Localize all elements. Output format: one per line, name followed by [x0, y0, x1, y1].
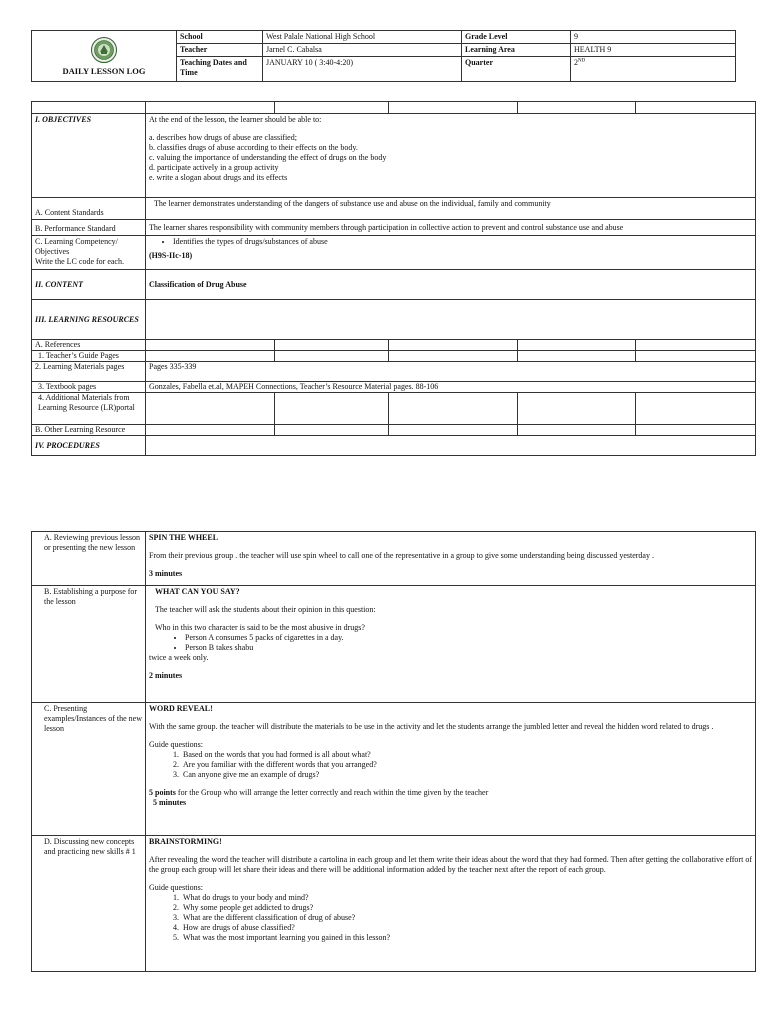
lesson-plan-table: [31, 101, 756, 456]
section-b-text2: Who in this two character is said to be the most abusive in drugs?: [155, 623, 365, 632]
logo-cell: [32, 31, 177, 82]
blank-cell: [146, 425, 275, 436]
content-label: II. CONTENT: [32, 270, 146, 300]
section-c-guide: Guide questions:: [149, 740, 203, 749]
section-b-bullet: • Person B takes shabu: [185, 643, 752, 653]
content-text: Classification of Drug Abuse: [146, 270, 756, 300]
blank-cell: [275, 340, 389, 351]
objective-item: d. participate actively in a group activity: [149, 163, 279, 172]
section-c-title: WORD REVEAL!: [149, 704, 213, 713]
grade-label: Grade Level: [462, 31, 571, 44]
dates-value: JANUARY 10 ( 3:40-4:20): [263, 57, 462, 82]
grade-value: 9: [571, 31, 736, 44]
section-a-text: From their previous group . the teacher will use spin wheel to call one of the representative in a group to give some understanding being discussed yesterday .: [149, 551, 654, 560]
blank-cell: [275, 351, 389, 362]
section-b-content: [146, 586, 756, 703]
blank-cell: [518, 102, 636, 114]
section-b-title: WHAT CAN YOU SAY?: [155, 587, 240, 596]
deped-seal-icon: [91, 37, 117, 63]
section-a-content: [146, 532, 756, 586]
blank-cell: [32, 102, 146, 114]
section-a-label: A. Reviewing previous lesson or presenting the new lesson: [32, 532, 146, 586]
section-b-text1: The teacher will ask the students about their opinion in this question:: [155, 605, 376, 614]
content-standards-text: The learner demonstrates understanding of the dangers of substance use and abuse on the individual, family and community: [146, 198, 756, 220]
section-d-label: D. Discussing new concepts and practicing new skills # 1: [32, 836, 146, 972]
objective-item: a. describes how drugs of abuse are classified;: [149, 133, 297, 142]
quarter-number: 2: [574, 58, 578, 67]
section-d-question: 4. How are drugs of abuse classified?: [181, 923, 752, 933]
blank-cell: [636, 425, 756, 436]
section-c-question: 3. Can anyone give me an example of drugs?: [181, 770, 752, 780]
objective-item: c. valuing the importance of understanding the effect of drugs on the body: [149, 153, 387, 162]
section-d-question: 1. What do drugs to your body and mind?: [181, 893, 752, 903]
resources-label: III. LEARNING RESOURCES: [32, 300, 146, 340]
objectives-label: I. OBJECTIVES: [32, 114, 146, 198]
section-b-label: B. Establishing a purpose for the lesson: [32, 586, 146, 703]
section-d-question: 3. What are the different classification of drug of abuse?: [181, 913, 752, 923]
objectives-intro: At the end of the lesson, the learner should be able to:: [149, 115, 322, 124]
dates-label: Teaching Dates and Time: [177, 57, 263, 82]
competency-label: [32, 236, 146, 270]
section-c-label: C. Presenting examples/Instances of the new lesson: [32, 703, 146, 836]
competency-label-note: Write the LC code for each.: [35, 257, 124, 266]
section-d-title: BRAINSTORMING!: [149, 837, 222, 846]
competency-code: (H9S-IIc-18): [149, 251, 193, 260]
section-c-points-bold: 5 points: [149, 788, 176, 797]
performance-standard-label: B. Performance Standard: [32, 220, 146, 236]
section-d-text: After revealing the word the teacher will distribute a cartolina in each group and let them write their ideas about the word that they had formed. Then after getting the collaborative effort of the group each group will let share their ideas and there will be additional information added by the teacher next after the report of each group.: [149, 855, 752, 874]
section-c-points: [149, 788, 752, 798]
section-c-question: 1. Based on the words that you had formed is all about what?: [181, 750, 752, 760]
section-c-question: 2. Are you familiar with the different words that you arranged?: [181, 760, 752, 770]
section-c-text: With the same group. the teacher will distribute the materials to be use in the activity and let the students arrange the jumbled letter and reveal the hidden word related to drugs .: [149, 722, 714, 731]
blank-cell: [636, 393, 756, 425]
section-c-content: [146, 703, 756, 836]
blank-cell: [275, 393, 389, 425]
blank-cell: [636, 102, 756, 114]
section-c-time: 5 minutes: [153, 798, 187, 807]
blank-cell: [146, 102, 275, 114]
objectives-content: [146, 114, 756, 198]
resources-blank: [146, 300, 756, 340]
section-d-content: [146, 836, 756, 972]
section-d-question: 2. Why some people get addicted to drugs?: [181, 903, 752, 913]
doc-title: DAILY LESSON LOG: [62, 66, 146, 76]
procedures-label: IV. PROCEDURES: [32, 436, 146, 456]
blank-cell: [389, 425, 518, 436]
lm-label: 2. Learning Materials pages: [32, 362, 146, 382]
header-table: [31, 30, 736, 82]
references-label: A. References: [32, 340, 146, 351]
content-standards-label: A. Content Standards: [32, 198, 146, 220]
competency-content: [146, 236, 756, 270]
quarter-suffix: ND: [578, 58, 586, 64]
additional-materials-label: 4. Additional Materials from Learning Resource (LR)portal: [32, 393, 146, 425]
blank-cell: [518, 393, 636, 425]
objective-item: e. write a slogan about drugs and its effects: [149, 173, 288, 182]
blank-cell: [275, 425, 389, 436]
section-b-tail: twice a week only.: [149, 653, 209, 662]
competency-label-title: C. Learning Competency/ Objectives: [35, 237, 118, 256]
section-b-time: 2 minutes: [149, 671, 183, 680]
blank-cell: [146, 340, 275, 351]
section-b-bullet: • Person A consumes 5 packs of cigarettes in a day.: [185, 633, 752, 643]
tg-label: 1. Teacher’s Guide Pages: [32, 351, 146, 362]
section-c-points-rest: for the Group who will arrange the letter correctly and reach within the time given by the teacher: [175, 788, 489, 797]
tb-label: 3. Textbook pages: [32, 382, 146, 393]
section-d-guide: Guide questions:: [149, 883, 203, 892]
blank-cell: [518, 351, 636, 362]
blank-cell: [389, 351, 518, 362]
area-value: HEALTH 9: [571, 44, 736, 57]
competency-bullet: • Identifies the types of drugs/substances of abuse: [173, 237, 752, 247]
objective-item: b. classifies drugs of abuse according to their effects on the body.: [149, 143, 358, 152]
other-resource-label: B. Other Learning Resource: [32, 425, 146, 436]
procedures-table: [31, 531, 756, 972]
section-a-time: 3 minutes: [149, 569, 183, 578]
blank-cell: [636, 340, 756, 351]
blank-cell: [518, 340, 636, 351]
blank-cell: [146, 351, 275, 362]
teacher-value: Jarnel C. Cabalsa: [263, 44, 462, 57]
performance-standard-text: The learner shares responsibility with community members through participation in collective action to prevent and control substance use and abuse: [146, 220, 756, 236]
blank-cell: [636, 351, 756, 362]
blank-cell: [518, 425, 636, 436]
school-label: School: [177, 31, 263, 44]
quarter-value: [571, 57, 736, 82]
blank-cell: [275, 102, 389, 114]
teacher-label: Teacher: [177, 44, 263, 57]
section-a-title: SPIN THE WHEEL: [149, 533, 219, 542]
blank-cell: [389, 340, 518, 351]
blank-cell: [389, 393, 518, 425]
quarter-label: Quarter: [462, 57, 571, 82]
procedures-blank: [146, 436, 756, 456]
school-value: West Palale National High School: [263, 31, 462, 44]
blank-cell: [389, 102, 518, 114]
blank-cell: [146, 393, 275, 425]
tb-value: Gonzales, Fabella et.al, MAPEH Connections, Teacher’s Resource Material pages. 88-106: [146, 382, 756, 393]
lm-value: Pages 335-339: [146, 362, 756, 382]
area-label: Learning Area: [462, 44, 571, 57]
section-d-question: 5. What was the most important learning you gained in this lesson?: [181, 933, 752, 943]
